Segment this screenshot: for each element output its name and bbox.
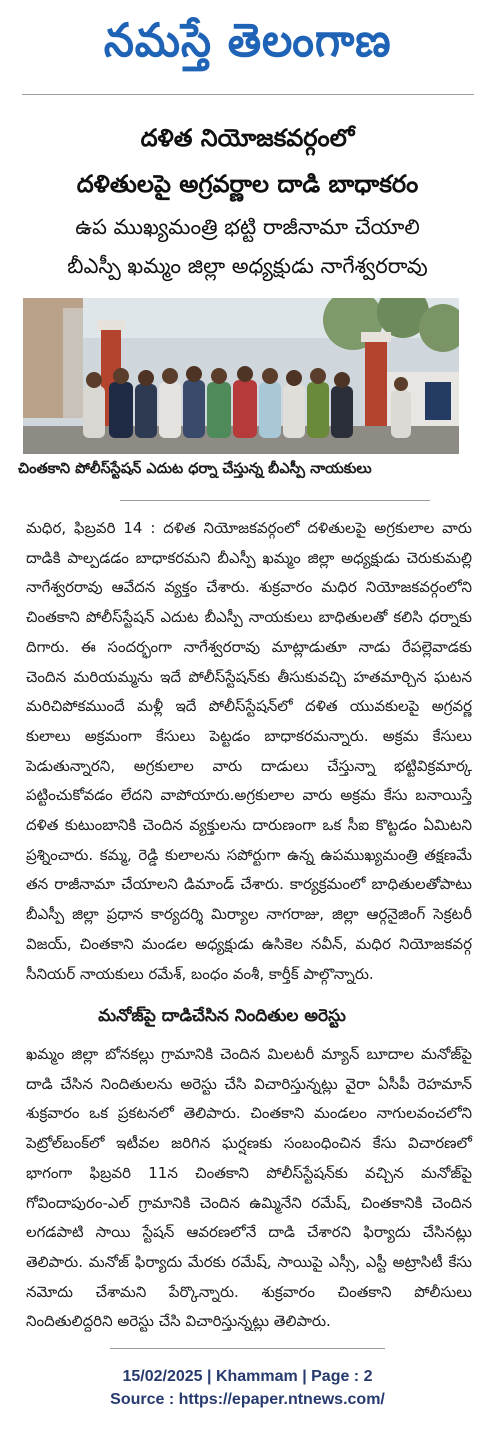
top-divider: [22, 94, 474, 95]
article-paragraph-2: ఖమ్మం జిల్లా బోనకల్లు గ్రామానికి చెందిన మిలటరీ మ్యాన్ బూదాల మనోజ్‌పై దాడి చేసిన నిందితులను అరెస్టు చేసి విచారిస్తున్నట్లు వైరా ఏసీపీ రెహమాన్ శుక్రవారం ఒక ప్రకటనలో తెలిపారు. చింతకాని మండలం నాగులవంచలోని పెట్రోల్‌బంక్‌లో ఇటీవల జరిగిన ఘర్షణకు సంబంధించిన కేసు విచారణలో భాగంగా ఫిబ్రవరి 11న చింతకాని పోలీస్‌స్టేషన్‌కు వచ్చిన మనోజ్‌పై గోవిందాపురం-ఎల్ గ్రామానికి చెందిన ఉమ్మినేని రమేష్, చింతకానికి చెందిన లగడపాటి సాయి స్టేషన్ ఆవరణలోనే దాడి చేశారని ఫిర్యాదు చేసినట్లు తెలిపారు. మనోజ్ ఫిర్యాదు మేరకు రమేష్, సాయిపై ఎస్సీ, ఎస్టీ అట్రాసిటీ కేసు నమోదు చేశామని పేర్కొన్నారు. శుక్రవారం చింతకాని పోలీసులు నిందితులిద్దరిని అరెస్టు చేసి విచారిస్తున్నట్లు తెలిపారు.: [26, 1045, 472, 1331]
caption-divider: [120, 500, 430, 501]
news-photo: [23, 298, 459, 454]
source-link[interactable]: Source : https://epaper.ntnews.com/: [110, 1391, 385, 1408]
deck-line-2: బీఎస్పీ ఖమ్మం జిల్లా అధ్యక్షుడు నాగేశ్వరరావు: [67, 254, 428, 278]
headline-line-2: దళితులపై అగ్రవర్ణాల దాడి బాధాకరం: [76, 170, 419, 198]
footer-divider: [110, 1348, 385, 1349]
sub-headline: మనోజ్‌పై దాడిచేసిన నిందితుల అరెస్టు: [98, 1006, 346, 1026]
headline-line-1: దళిత నియోజకవర్గంలో: [140, 124, 355, 152]
edition-info: 15/02/2025 | Khammam | Page : 2: [122, 1368, 373, 1385]
photo-caption: చింతకాని పోలీస్‌స్టేషన్ ఎదుట ధర్నా చేస్తున్న బీఎస్పీ నాయకులు: [18, 461, 372, 477]
article-paragraph-1: మధిర, ఫిబ్రవరి 14 : దళిత నియోజకవర్గంలో దళితులపై అగ్రకులాల వారు దాడికి పాల్పడడం బాధాకరమని బీఎస్పీ ఖమ్మం జిల్లా అధ్యక్షుడు చెరుకుమల్లి నాగేశ్వరరావు ఆవేదన వ్యక్తం చేశారు. శుక్రవారం మధిర నియోజకవర్గంలోని చింతకాని పోలీస్‌స్టేషన్ ఎదుట బీఎస్పీ నాయకులు బాధితులతో కలిసి ధర్నాకు దిగారు. ఈ సందర్భంగా నాగేశ్వరరావు మాట్లాడుతూ నాడు రేపల్లెవాడకు చెందిన మరియమ్మను ఇదే పోలీస్‌స్టేషన్‌కు తీసుకువచ్చి హతమార్చిన ఘటన మరిచిపోకముందే మళ్లీ ఇదే పోలీస్‌స్టేషన్‌లో దళిత యువకులపై అగ్రవర్ణ కులాలు అక్రమంగా కేసులు పెట్టడం బాధాకరమన్నారు. అక్రమ కేసులు పెడుతున్నారని, అగ్రకులాల వారు దాడులు చేస్తున్నా భట్టివిక్రమార్క పట్టించుకోవడం లేదని వాపోయారు.అగ్రకులాల వారు అక్రమ కేసు బనాయిస్తే దళిత కుటుంబానికి చెందిన వ్యక్తులను దారుణంగా ఒక సీఐ కొట్టడం ఏమిటని ప్రశ్నించారు. కమ్మ, రెడ్డి కులాలను సపోర్టుగా ఉన్న ఉపముఖ్యమంత్రి తక్షణమే తన రాజీనామా చేయాలని డిమాండ్ చేశారు. కార్యక్రమంలో బాధితులతోపాటు బీఎస్పీ జిల్లా ప్రధాన కార్యదర్శి మిర్యాల నాగరాజు, జిల్లా ఆర్గనైజింగ్ సెక్రటరీ విజయ్, చింతకాని మండల అధ్యక్షుడు ఉసికెల నవీన్, మధిర నియోజకవర్గ సీనియర్ నాయకులు రమేశ్, బంధం వంశీ, కార్తీక్ పాల్గొన్నారు.: [26, 519, 472, 983]
deck-line-1: ఉప ముఖ్యమంత్రి భట్టి రాజీనామా చేయాలి: [75, 215, 420, 239]
masthead: [0, 0, 495, 92]
newspaper-logo: నమస్తే తెలంగాణ: [103, 13, 392, 67]
